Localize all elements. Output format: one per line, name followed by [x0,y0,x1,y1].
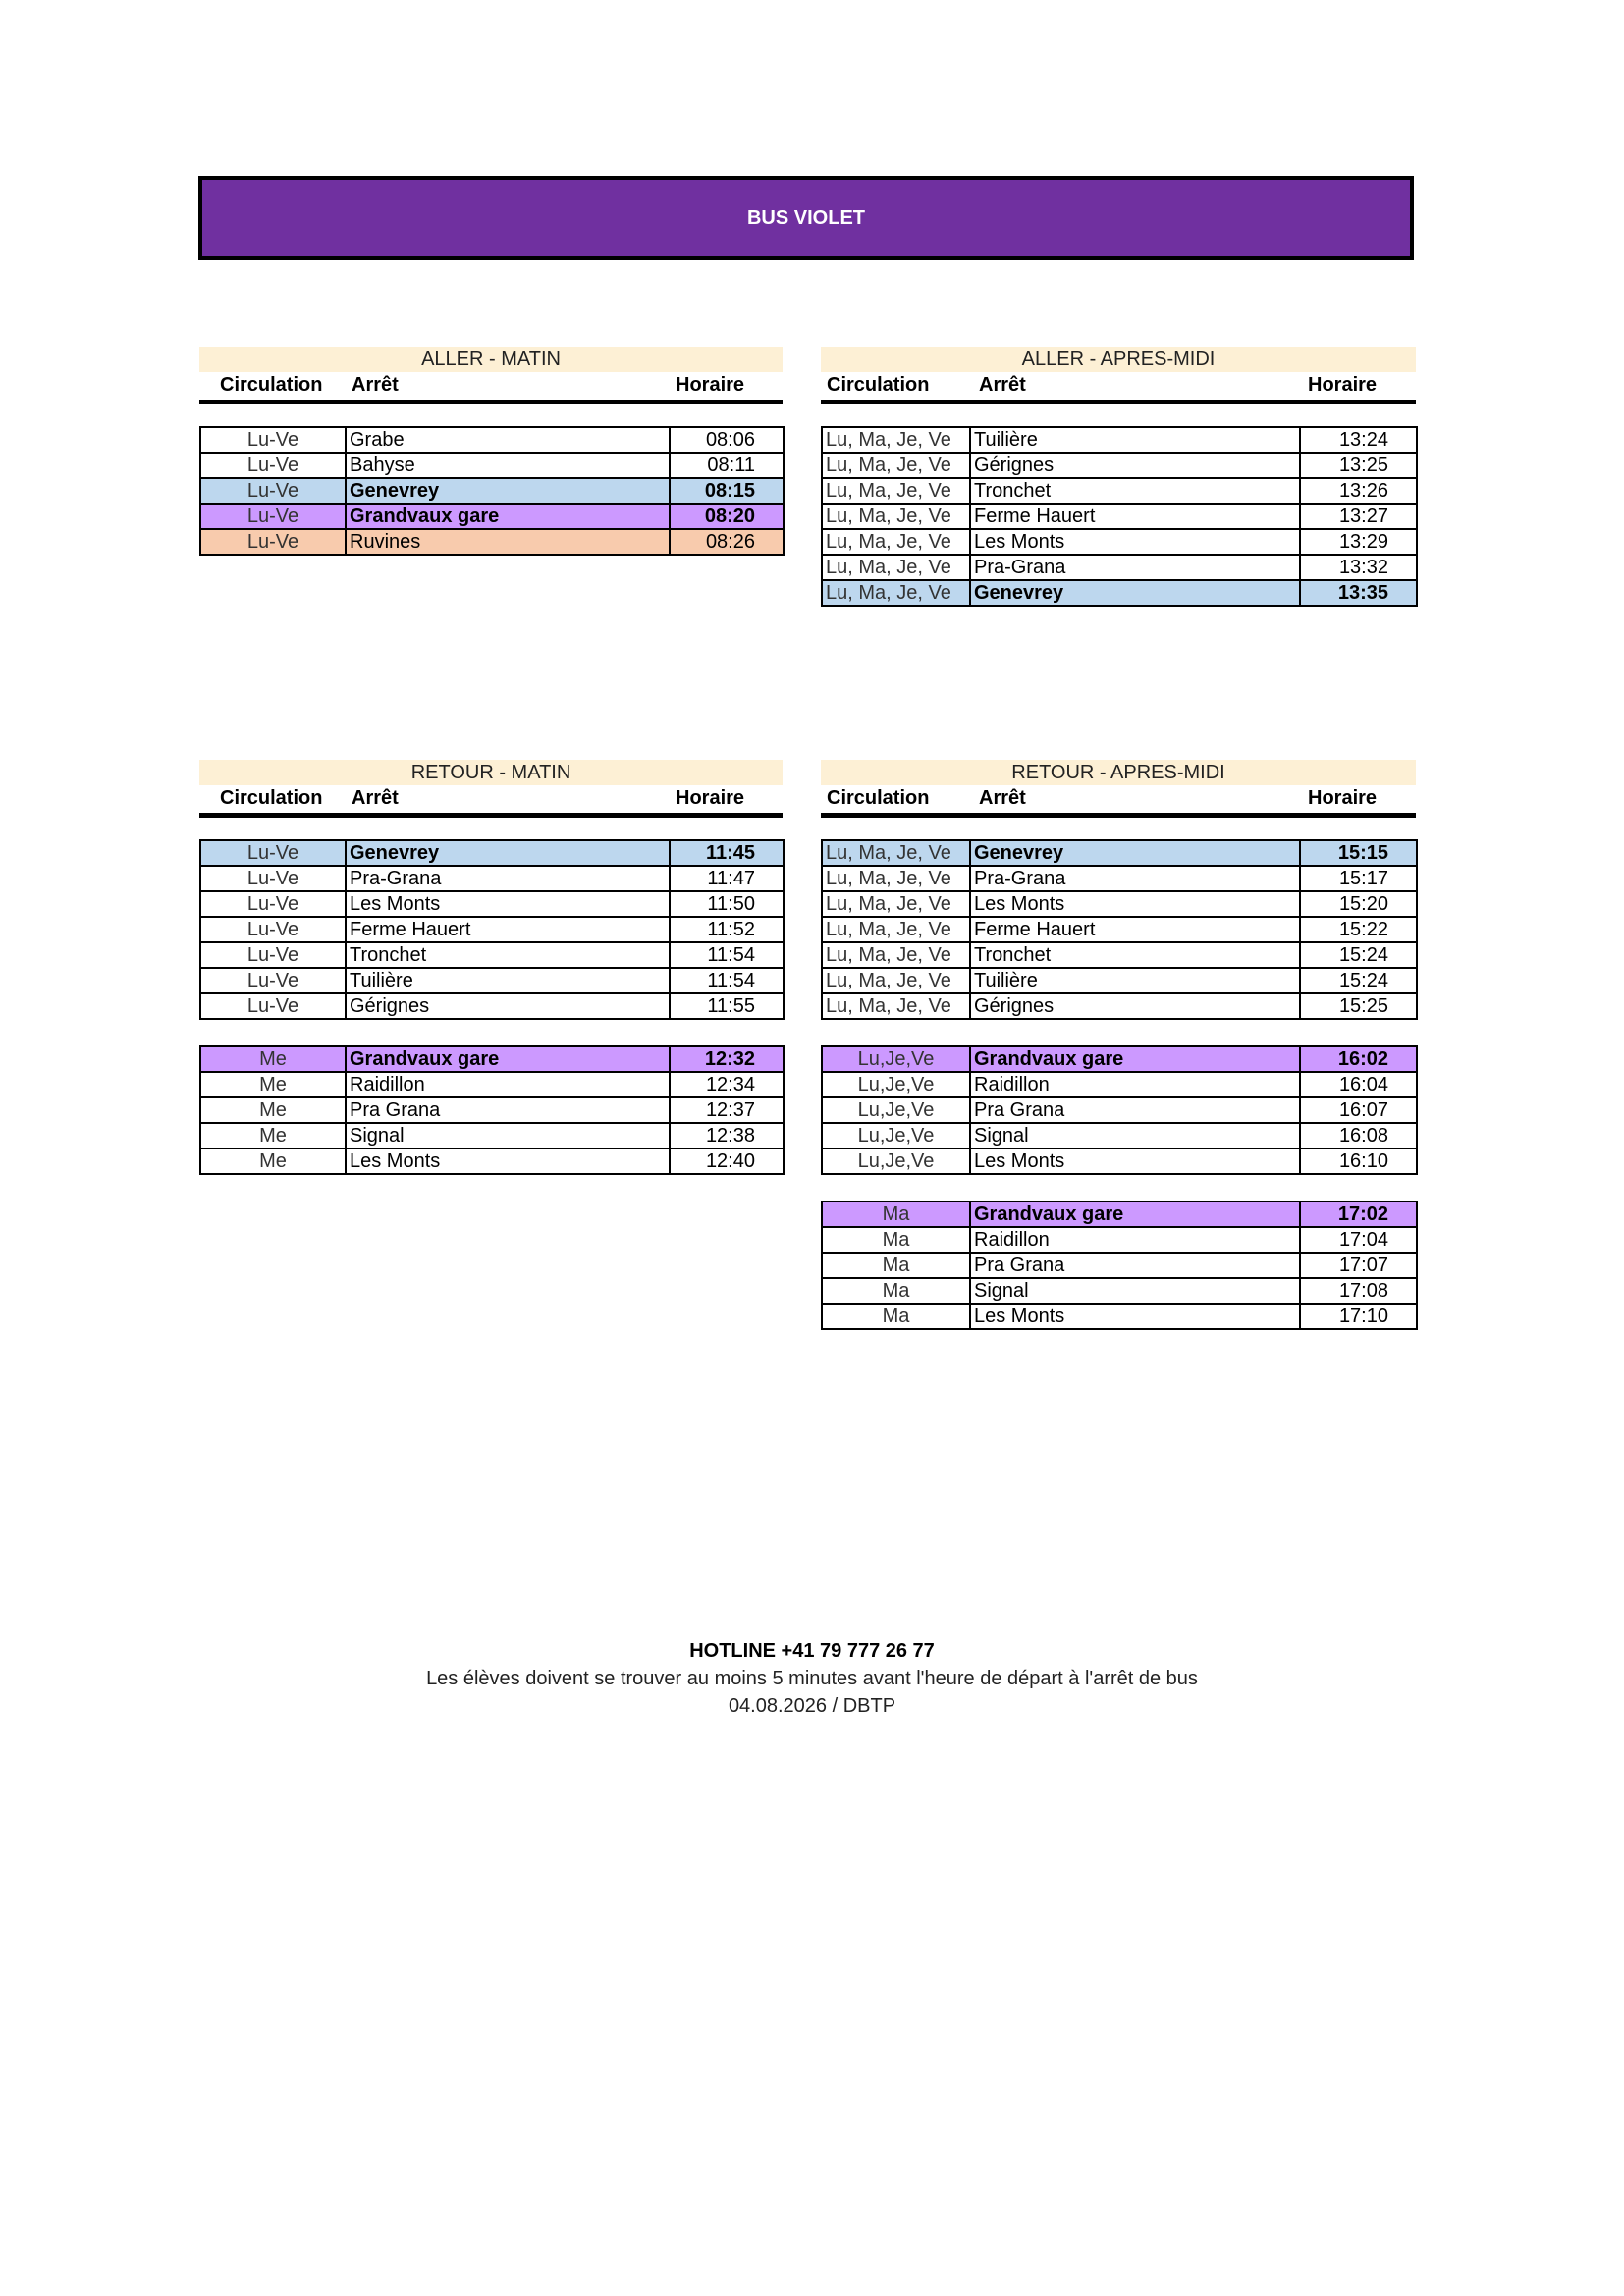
section-title: ALLER - MATIN [199,347,783,372]
circulation-cell: Ma [822,1227,970,1253]
table-row [822,427,1417,453]
table-row [822,1278,1417,1304]
section-aller-apres-midi [821,347,1416,607]
table-row [200,891,784,917]
table-row [200,453,784,478]
section-title: ALLER - APRES-MIDI [821,347,1416,372]
time-cell: 13:29 [1300,529,1417,555]
circulation-cell: Lu-Ve [200,968,346,993]
circulation-cell: Lu-Ve [200,917,346,942]
header-arret: Arrêt [352,787,399,809]
time-cell: 17:08 [1300,1278,1417,1304]
time-cell: 11:55 [670,993,784,1019]
header-arret: Arrêt [352,374,399,396]
table-row [822,555,1417,580]
table-row [822,840,1417,866]
stop-name-cell: Raidillon [970,1072,1300,1097]
circulation-cell: Lu, Ma, Je, Ve [822,866,970,891]
circulation-cell: Lu-Ve [200,891,346,917]
circulation-cell: Lu-Ve [200,453,346,478]
schedule-table [199,839,785,1020]
table-row [822,968,1417,993]
circulation-cell: Ma [822,1278,970,1304]
stop-name-cell: Les Monts [346,891,670,917]
stop-name-cell: Tronchet [970,942,1300,968]
schedule-table [199,426,785,556]
table-row [822,993,1417,1019]
time-cell: 12:37 [670,1097,784,1123]
circulation-cell: Lu-Ve [200,840,346,866]
circulation-cell: Lu,Je,Ve [822,1072,970,1097]
time-cell: 13:25 [1300,453,1417,478]
time-cell: 13:32 [1300,555,1417,580]
stop-name-cell: Genevrey [346,840,670,866]
column-header [199,785,783,818]
table-row [200,1097,784,1123]
circulation-cell: Me [200,1148,346,1174]
header-horaire: Horaire [676,787,745,809]
stop-name-cell: Les Monts [970,1148,1300,1174]
stop-name-cell: Bahyse [346,453,670,478]
column-header [199,372,783,404]
time-cell: 08:26 [670,529,784,555]
stop-name-cell: Signal [346,1123,670,1148]
header-circulation: Circulation [827,787,930,809]
header-horaire: Horaire [676,374,745,396]
time-cell: 17:10 [1300,1304,1417,1329]
time-cell: 17:02 [1300,1201,1417,1227]
stop-name-cell: Genevrey [970,840,1300,866]
stop-name-cell: Pra Grana [970,1253,1300,1278]
header-horaire: Horaire [1308,374,1378,396]
table-row [200,968,784,993]
time-cell: 16:02 [1300,1046,1417,1072]
time-cell: 12:38 [670,1123,784,1148]
stop-name-cell: Pra Grana [970,1097,1300,1123]
table-row [822,580,1417,606]
stop-name-cell: Grandvaux gare [346,1046,670,1072]
stop-name-cell: Gérignes [970,993,1300,1019]
stop-name-cell: Genevrey [346,478,670,504]
stop-name-cell: Raidillon [970,1227,1300,1253]
time-cell: 15:25 [1300,993,1417,1019]
circulation-cell: Lu, Ma, Je, Ve [822,580,970,606]
stop-name-cell: Gérignes [346,993,670,1019]
stop-name-cell: Ruvines [346,529,670,555]
stop-name-cell: Pra Grana [346,1097,670,1123]
circulation-cell: Lu, Ma, Je, Ve [822,529,970,555]
table-row [200,917,784,942]
circulation-cell: Lu, Ma, Je, Ve [822,891,970,917]
circulation-cell: Me [200,1046,346,1072]
circulation-cell: Lu-Ve [200,866,346,891]
time-cell: 11:54 [670,942,784,968]
stop-name-cell: Ferme Hauert [970,917,1300,942]
circulation-cell: Lu, Ma, Je, Ve [822,555,970,580]
time-cell: 15:22 [1300,917,1417,942]
time-cell: 17:04 [1300,1227,1417,1253]
table-row [822,917,1417,942]
header-arret: Arrêt [979,787,1026,809]
table-row [200,1046,784,1072]
column-header [821,372,1416,404]
table-row [200,478,784,504]
time-cell: 15:15 [1300,840,1417,866]
section-retour-matin [199,760,783,1175]
time-cell: 15:20 [1300,891,1417,917]
time-cell: 12:40 [670,1148,784,1174]
circulation-cell: Ma [822,1253,970,1278]
header-horaire: Horaire [1308,787,1378,809]
header-circulation: Circulation [220,374,323,396]
time-cell: 15:17 [1300,866,1417,891]
circulation-cell: Lu,Je,Ve [822,1123,970,1148]
circulation-cell: Lu-Ve [200,942,346,968]
stop-name-cell: Les Monts [346,1148,670,1174]
column-header [821,785,1416,818]
time-cell: 13:27 [1300,504,1417,529]
table-row [200,866,784,891]
stop-name-cell: Genevrey [970,580,1300,606]
circulation-cell: Ma [822,1304,970,1329]
stop-name-cell: Pra-Grana [970,555,1300,580]
table-row [822,1227,1417,1253]
time-cell: 15:24 [1300,942,1417,968]
table-row [822,1072,1417,1097]
circulation-cell: Lu, Ma, Je, Ve [822,478,970,504]
table-row [200,529,784,555]
circulation-cell: Lu-Ve [200,993,346,1019]
section-title: RETOUR - MATIN [199,760,783,785]
time-cell: 11:52 [670,917,784,942]
footer [0,1637,1624,1720]
time-cell: 17:07 [1300,1253,1417,1278]
table-row [822,504,1417,529]
hotline: HOTLINE +41 79 777 26 77 [689,1640,935,1662]
header-circulation: Circulation [827,374,930,396]
time-cell: 12:32 [670,1046,784,1072]
schedule-table [821,839,1418,1020]
stop-name-cell: Pra-Grana [346,866,670,891]
table-row [200,1072,784,1097]
circulation-cell: Lu, Ma, Je, Ve [822,942,970,968]
header-circulation: Circulation [220,787,323,809]
time-cell: 08:20 [670,504,784,529]
stop-name-cell: Signal [970,1278,1300,1304]
circulation-cell: Lu, Ma, Je, Ve [822,840,970,866]
time-cell: 12:34 [670,1072,784,1097]
table-row [200,942,784,968]
time-cell: 13:24 [1300,427,1417,453]
stop-name-cell: Grandvaux gare [970,1201,1300,1227]
schedule-table [199,1045,785,1175]
stop-name-cell: Grandvaux gare [970,1046,1300,1072]
circulation-cell: Ma [822,1201,970,1227]
section-retour-apres-midi [821,760,1416,1330]
circulation-cell: Lu, Ma, Je, Ve [822,968,970,993]
schedule-table [821,1045,1418,1175]
circulation-cell: Lu, Ma, Je, Ve [822,504,970,529]
stop-name-cell: Tronchet [346,942,670,968]
stop-name-cell: Les Monts [970,1304,1300,1329]
table-row [822,1201,1417,1227]
stop-name-cell: Tronchet [970,478,1300,504]
table-row [822,453,1417,478]
table-row [200,504,784,529]
circulation-cell: Lu, Ma, Je, Ve [822,993,970,1019]
stop-name-cell: Les Monts [970,891,1300,917]
table-row [200,1123,784,1148]
stop-name-cell: Tuilière [970,427,1300,453]
circulation-cell: Me [200,1097,346,1123]
stop-name-cell: Raidillon [346,1072,670,1097]
footer-date: 04.08.2026 / DBTP [728,1695,896,1717]
table-row [200,1148,784,1174]
circulation-cell: Lu, Ma, Je, Ve [822,917,970,942]
section-aller-matin [199,347,783,556]
table-row [200,840,784,866]
circulation-cell: Lu-Ve [200,504,346,529]
stop-name-cell: Gérignes [970,453,1300,478]
schedule-table [821,426,1418,607]
stop-name-cell: Ferme Hauert [970,504,1300,529]
table-row [822,478,1417,504]
table-row [822,891,1417,917]
time-cell: 16:08 [1300,1123,1417,1148]
stop-name-cell: Tuilière [346,968,670,993]
table-row [822,1123,1417,1148]
time-cell: 08:15 [670,478,784,504]
time-cell: 08:06 [670,427,784,453]
page-title-banner: BUS VIOLET [198,176,1414,260]
circulation-cell: Me [200,1123,346,1148]
table-row [822,1046,1417,1072]
footer-note: Les élèves doivent se trouver au moins 5 minutes avant l'heure de départ à l'arrêt de bus [426,1668,1198,1689]
time-cell: 08:11 [670,453,784,478]
time-cell: 16:04 [1300,1072,1417,1097]
circulation-cell: Lu,Je,Ve [822,1097,970,1123]
stop-name-cell: Grabe [346,427,670,453]
circulation-cell: Lu-Ve [200,529,346,555]
circulation-cell: Lu,Je,Ve [822,1148,970,1174]
circulation-cell: Lu-Ve [200,427,346,453]
time-cell: 13:26 [1300,478,1417,504]
table-row [822,529,1417,555]
table-row [200,427,784,453]
time-cell: 11:47 [670,866,784,891]
stop-name-cell: Signal [970,1123,1300,1148]
table-row [200,993,784,1019]
table-row [822,866,1417,891]
stop-name-cell: Tuilière [970,968,1300,993]
stop-name-cell: Pra-Grana [970,866,1300,891]
table-row [822,1304,1417,1329]
time-cell: 11:50 [670,891,784,917]
table-row [822,1148,1417,1174]
circulation-cell: Me [200,1072,346,1097]
time-cell: 15:24 [1300,968,1417,993]
header-arret: Arrêt [979,374,1026,396]
table-row [822,942,1417,968]
table-row [822,1253,1417,1278]
stop-name-cell: Les Monts [970,529,1300,555]
time-cell: 11:54 [670,968,784,993]
circulation-cell: Lu,Je,Ve [822,1046,970,1072]
time-cell: 16:07 [1300,1097,1417,1123]
stop-name-cell: Ferme Hauert [346,917,670,942]
circulation-cell: Lu-Ve [200,478,346,504]
circulation-cell: Lu, Ma, Je, Ve [822,453,970,478]
stop-name-cell: Grandvaux gare [346,504,670,529]
table-row [822,1097,1417,1123]
circulation-cell: Lu, Ma, Je, Ve [822,427,970,453]
schedule-table [821,1201,1418,1330]
time-cell: 11:45 [670,840,784,866]
section-title: RETOUR - APRES-MIDI [821,760,1416,785]
time-cell: 13:35 [1300,580,1417,606]
time-cell: 16:10 [1300,1148,1417,1174]
